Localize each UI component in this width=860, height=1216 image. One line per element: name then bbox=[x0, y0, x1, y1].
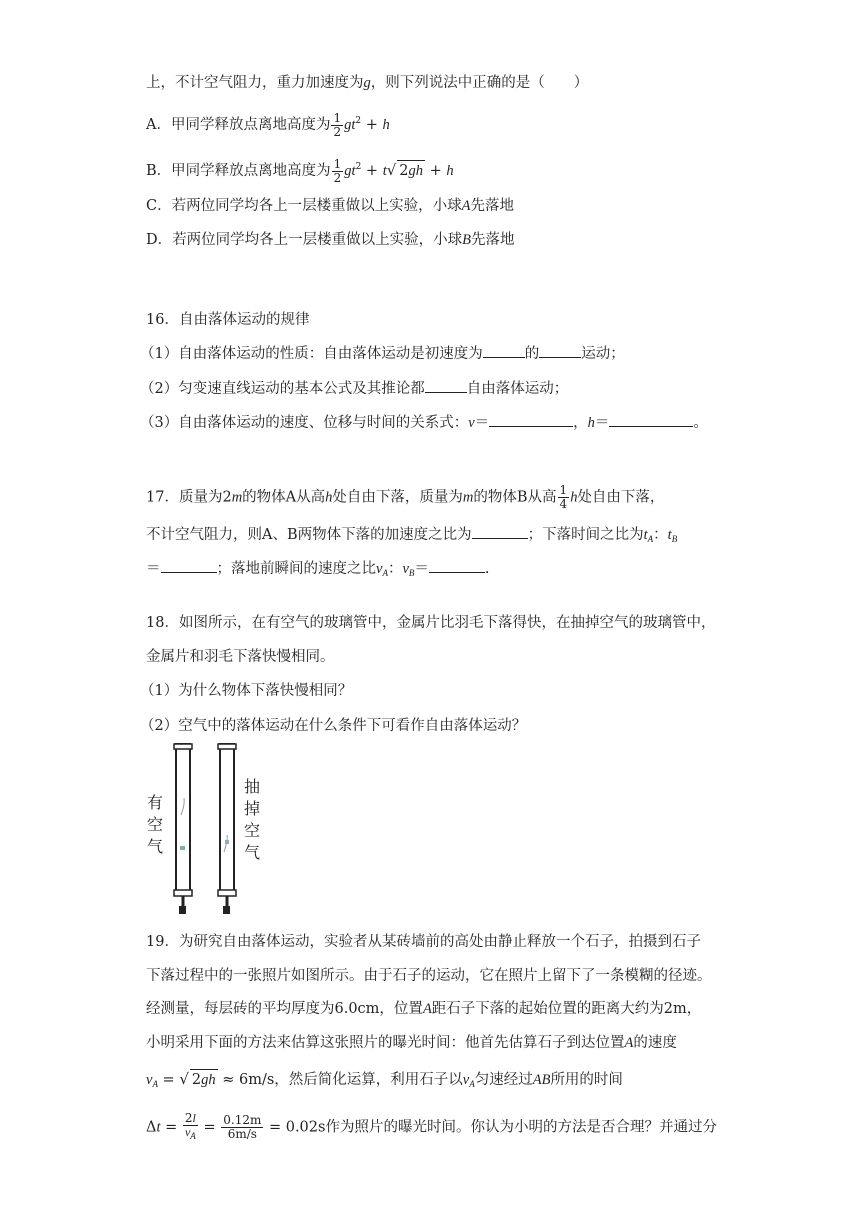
q17-h-var: h bbox=[325, 489, 333, 506]
q18-question1: （1）为什么物体下落快慢相同？ bbox=[140, 683, 353, 699]
q19-line4 bbox=[146, 1033, 677, 1053]
q19-l3b: 距石子下落的起始位置的距离大约为2m， bbox=[431, 1001, 702, 1017]
q15-option-b: B．甲同学释放点离地高度为 $\frac{1}{2}$ $gt^2 + t√$ 2gh + h bbox=[146, 156, 454, 185]
q17-l1e: 的物体B从高 bbox=[473, 489, 557, 506]
q16-l1b: 的 bbox=[524, 346, 540, 362]
q19-l3a: 经测量，每层砖的平均厚度为6.0cm，位置 bbox=[146, 1001, 423, 1017]
quarter-fraction: $\frac{1}{4}$ bbox=[559, 483, 568, 511]
label-diao: 掉 bbox=[244, 799, 261, 818]
metal-piece-icon bbox=[225, 840, 229, 844]
q16-l3a: （3）自由落体运动的速度、位移与时间的关系式： bbox=[140, 415, 469, 431]
q17-l1c: 的物体A从高 bbox=[242, 489, 326, 506]
label-kong2: 空 bbox=[244, 821, 261, 840]
q15-c-text: C．若两位同学均各上一层楼重做以上实验，小球 bbox=[146, 198, 462, 214]
q16-line1 bbox=[140, 343, 625, 364]
q15-intro-tail: ，则下列说法中正确的是（ ） bbox=[370, 75, 589, 91]
q16-line3: （3）自由落体运动的速度、位移与时间的关系式：v＝ ，h＝ 。 bbox=[140, 412, 708, 433]
q19-l5b: ，然后简化运算，利用石子以 bbox=[274, 1072, 463, 1088]
q17-l2b: ；下落时间之比为 bbox=[527, 527, 644, 543]
q17-line3: ＝ ；落地前瞬间的速度之比$v_A$：$v_B=$ . bbox=[146, 558, 489, 583]
q16-l2a: （2）匀变速直线运动的基本公式及其推论都 bbox=[140, 381, 425, 397]
q19-dt-result: = 0.02s bbox=[268, 1119, 326, 1136]
metal-piece-icon bbox=[180, 846, 185, 850]
label-chou: 抽 bbox=[244, 777, 261, 796]
q15-c-var: A bbox=[461, 198, 471, 214]
answer-blank[interactable] bbox=[539, 343, 581, 358]
q15-a-text: A．甲同学释放点离地高度为 bbox=[146, 117, 331, 133]
q16-eq: ＝ bbox=[474, 415, 490, 431]
q17-line2: 不计空气阻力，则A、B两物体下落的加速度之比为 ；下落时间之比为$t_A$：$t_B$ bbox=[146, 524, 677, 549]
label-kong: 空 bbox=[147, 815, 164, 834]
q19-approx: ≈ 6m/s bbox=[222, 1072, 275, 1088]
q15-option-c bbox=[146, 196, 514, 216]
answer-blank[interactable] bbox=[425, 378, 467, 393]
q17-l2a: 不计空气阻力，则A、B两物体下落的加速度之比为 bbox=[146, 527, 472, 543]
q17-l1f: 处自由下落， bbox=[577, 489, 665, 506]
answer-blank[interactable] bbox=[161, 558, 217, 573]
q16-h-var: h bbox=[587, 415, 595, 431]
q17-end: . bbox=[484, 561, 490, 577]
q17-l1d: 处自由下落，质量为 bbox=[332, 489, 463, 506]
label-you: 有 bbox=[147, 793, 164, 812]
half-fraction: $\frac{1}{2}$ bbox=[333, 110, 342, 139]
answer-blank[interactable] bbox=[429, 558, 485, 573]
tubes-diagram bbox=[140, 740, 270, 920]
dt-numeric-fraction: $\frac{0.12m}{6m/s}$ bbox=[223, 1113, 262, 1141]
q15-b-text: B．甲同学释放点离地高度为 bbox=[146, 163, 331, 179]
q16-l2b: 自由落体运动； bbox=[466, 381, 569, 397]
q19-a-var2: A bbox=[624, 1035, 634, 1051]
q15-d-text: D．若两位同学均各上一层楼重做以上实验，小球 bbox=[146, 232, 463, 248]
q19-l5d: 所用的时间 bbox=[550, 1072, 623, 1088]
q19-l4a: 小明采用下面的方法来估算这张照片的曝光时间：他首先估算石子到达位置 bbox=[146, 1035, 625, 1051]
q19-l5c: 匀速经过 bbox=[474, 1072, 533, 1088]
q17-l1a: 17．质量为 bbox=[146, 489, 223, 506]
q19-line5: $v_A$ = √ 2gh ≈ 6m/s，然后简化运算，利用石子以$v_A$匀速经过AB所用的时间 bbox=[146, 1070, 623, 1089]
q19-a-var: A bbox=[422, 1001, 432, 1017]
label-qi: 气 bbox=[147, 837, 164, 856]
answer-blank[interactable] bbox=[489, 412, 573, 427]
q16-end: 。 bbox=[693, 415, 708, 431]
q15-g-var: g bbox=[363, 75, 371, 91]
dt-fraction: $\frac{2l}{v_A}$ bbox=[184, 1111, 196, 1141]
right-tube-vacuum bbox=[218, 744, 236, 914]
half-fraction: $\frac{1}{2}$ bbox=[333, 156, 342, 185]
glass-tube-figure bbox=[140, 740, 270, 920]
answer-blank[interactable] bbox=[609, 412, 693, 427]
q19-line6: Δt = $\frac{2l}{v_A}$ = $\frac{0.12m}{6m/s}$ = 0.02s作为照片的曝光时间。你认为小明的方法是否合理？并通过分 bbox=[146, 1111, 717, 1141]
answer-blank[interactable] bbox=[472, 524, 528, 539]
q19-l6b: 作为照片的曝光时间。你认为小明的方法是否合理？并通过分 bbox=[325, 1119, 717, 1136]
q17-l1b: 2 bbox=[222, 489, 232, 506]
q17-l3b: ；落地前瞬间的速度之比 bbox=[216, 561, 376, 577]
answer-blank[interactable] bbox=[483, 343, 525, 358]
q19-line2: 下落过程中的一张照片如图所示。由于石子的运动，它在照片上留下了一条模糊的径迹。 bbox=[146, 968, 712, 984]
q16-sep: ， bbox=[573, 415, 588, 431]
q18-question2: （2）空气中的落体运动在什么条件下可看作自由落体运动？ bbox=[140, 718, 527, 734]
q17-line1: 17．质量为2m的物体A从高h处自由下落，质量为m的物体B从高 $\frac{1}{4}$ h处自由下落， bbox=[146, 483, 665, 511]
q18-line1: 18．如图所示，在有空气的玻璃管中，金属片比羽毛下落得快，在抽掉空气的玻璃管中， bbox=[146, 615, 716, 631]
q17-l3a: ＝ bbox=[146, 561, 161, 577]
q16-v-var: v bbox=[468, 415, 475, 431]
left-tube-with-air bbox=[174, 744, 192, 914]
q15-c-tail: 先落地 bbox=[470, 198, 514, 214]
q18-line2: 金属片和羽毛下落快慢相同。 bbox=[146, 649, 335, 665]
q16-l1c: 运动； bbox=[581, 346, 625, 362]
q15-intro-text: 上，不计空气阻力，重力加速度为 bbox=[146, 75, 364, 91]
q19-line1: 19．为研究自由落体运动，实验者从某砖墙前的高处由静止释放一个石子，拍摄到石子 bbox=[146, 934, 701, 950]
q16-l1a: （1）自由落体运动的性质：自由落体运动是初速度为 bbox=[140, 346, 483, 362]
q16-title: 16．自由落体运动的规律 bbox=[146, 312, 310, 328]
q19-line3 bbox=[146, 999, 701, 1019]
q15-option-d bbox=[146, 230, 514, 250]
q15-intro bbox=[146, 73, 588, 93]
q17-m-var: m bbox=[231, 489, 243, 506]
q19-ab-var: AB bbox=[532, 1072, 551, 1088]
q15-option-a: A．甲同学释放点离地高度为 $\frac{1}{2}$ $gt^2 + h$ bbox=[146, 110, 390, 139]
label-qi2: 气 bbox=[244, 843, 261, 862]
q19-l4b: 的速度 bbox=[633, 1035, 677, 1051]
q15-d-tail: 先落地 bbox=[470, 232, 515, 248]
q17-l3c: ＝ bbox=[414, 561, 429, 577]
q16-line2 bbox=[140, 378, 568, 399]
q15-d-var: B bbox=[462, 232, 471, 248]
